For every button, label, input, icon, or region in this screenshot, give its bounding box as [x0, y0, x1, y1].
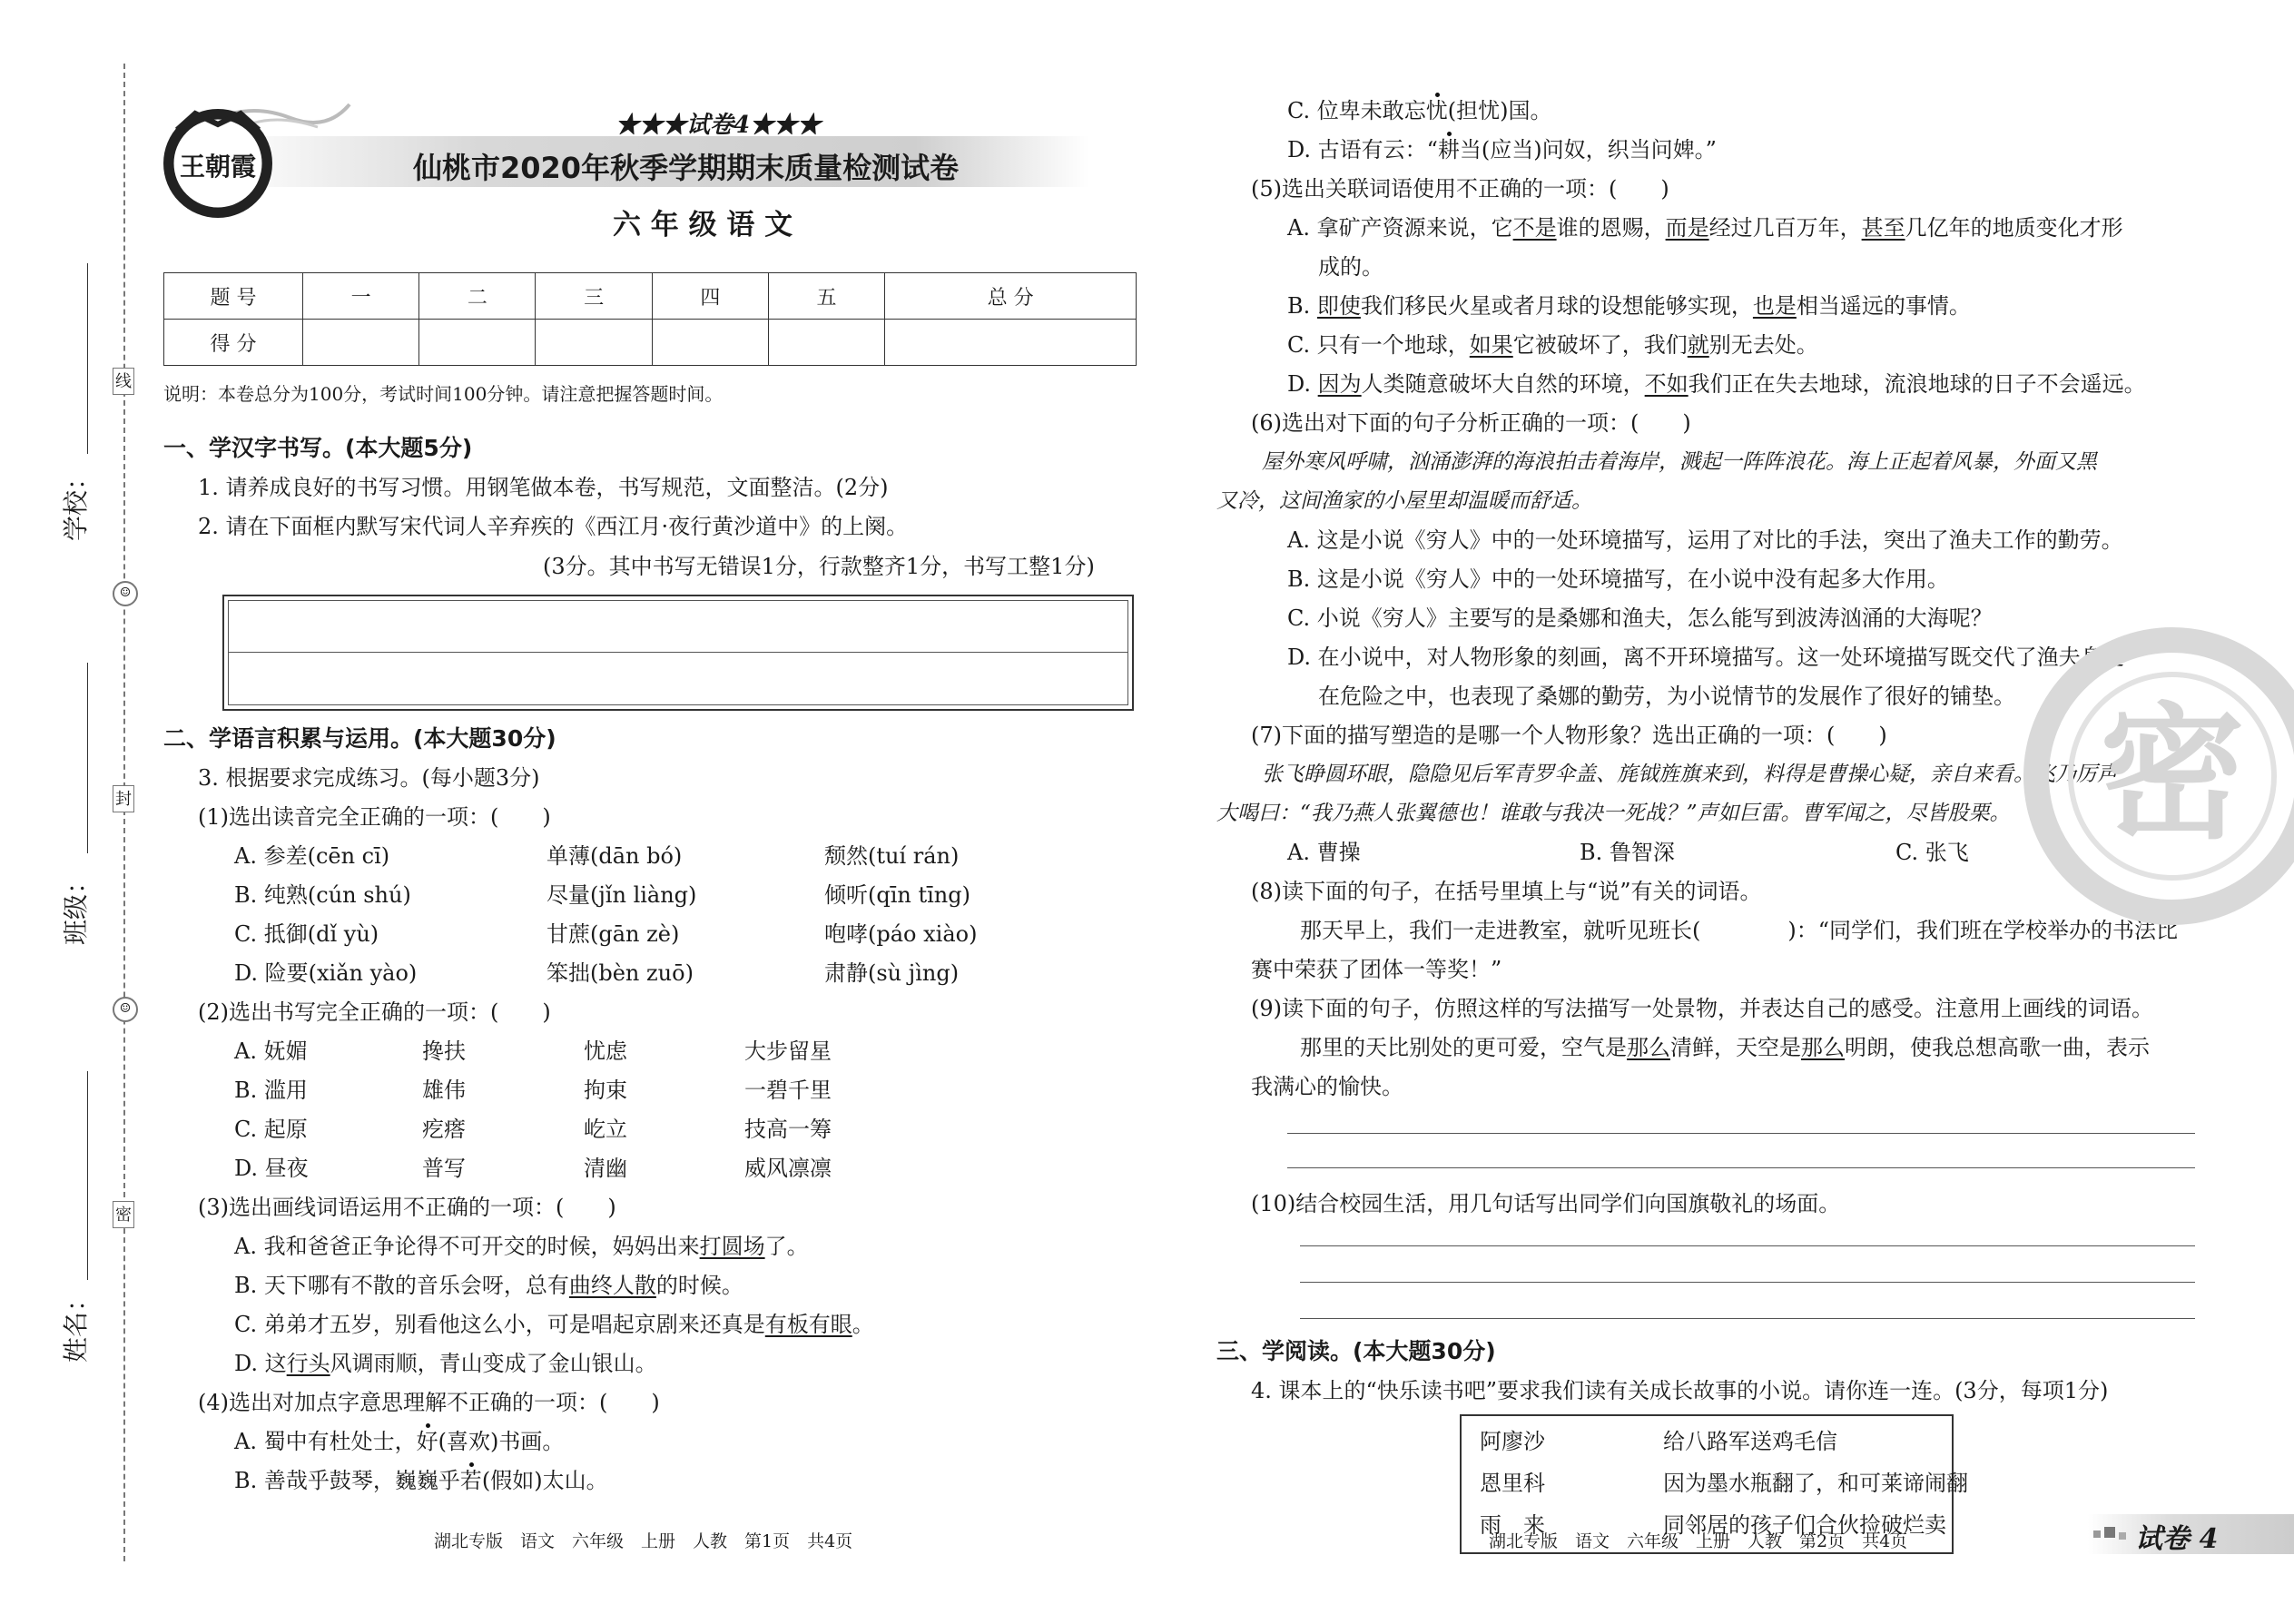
question-3-8: (8)读下面的句子，在括号里填上与“说”有关的词语。 [1251, 879, 1762, 904]
page-title: 仙桃市2020年秋季学期期末质量检测试卷 [413, 151, 960, 185]
corner-label: 试卷 4 [2135, 1523, 2219, 1555]
option: 雄伟 [422, 1078, 466, 1103]
question-3: 3. 根据要求完成练习。(每小题3分) [198, 765, 540, 791]
option: B. 即使我们移民火星或者月球的设想能够实现，也是相当遥远的事情。 [1287, 293, 1971, 319]
corner-squares-icon [2093, 1525, 2130, 1543]
match-left-item[interactable]: 阿廖沙 [1480, 1429, 1545, 1454]
option: 单薄(dān bó) [546, 843, 683, 869]
option: B. 纯熟(cún shú) [234, 882, 411, 908]
table-cell: 二 [419, 273, 536, 320]
school-label: 学校： [61, 464, 92, 542]
option: D. 古语有云：“耕当(应当)问奴，织当问婢。” [1287, 137, 1717, 162]
section-3-title: 三、学阅读。(本大题30分) [1216, 1338, 1496, 1364]
binding-mark-xian: 线 [113, 368, 134, 395]
score-table [163, 272, 1137, 366]
writing-box[interactable] [222, 595, 1134, 711]
instructions: 说明：本卷总分为100分，考试时间100分钟。请注意把握答题时间。 [163, 383, 724, 405]
option: D. 昼夜 [234, 1156, 309, 1181]
option: 倾听(qīn tīng) [824, 882, 970, 908]
score-input-cell[interactable] [885, 320, 1137, 366]
option: 甘蔗(gān zè) [546, 921, 680, 947]
score-input-cell[interactable] [536, 320, 652, 366]
option: 颓然(tuí rán) [824, 843, 960, 869]
option: 咆哮(páo xiào) [824, 921, 978, 947]
name-field[interactable] [51, 1071, 92, 1363]
score-input-cell[interactable] [303, 320, 419, 366]
question-3-4: (4)选出对加点字意思理解不正确的一项：( ) [198, 1390, 660, 1415]
option: 忧虑 [584, 1038, 627, 1064]
option: B. 天下哪有不散的音乐会呀，总有曲终人散的时候。 [234, 1273, 743, 1298]
option: B. 这是小说《穷人》中的一处环境描写，在小说中没有起多大作用。 [1287, 566, 1949, 592]
option: A. 蜀中有杜处士，好(喜欢)书画。 [234, 1429, 565, 1454]
footer-right: 湖北专版 语文 六年级 上册 人教 第2页 共4页 [1489, 1531, 1908, 1551]
option: 搀扶 [422, 1038, 466, 1064]
option: A. 参差(cēn cī) [234, 843, 390, 869]
name-label: 姓名： [61, 1285, 92, 1363]
binding-dashed-line [123, 64, 125, 1561]
passage-line: 屋外寒风呼啸，汹涌澎湃的海浪拍击着海岸，溅起一阵阵浪花。海上正起着风暴，外面又黑 [1262, 450, 2097, 474]
passage-line: 张飞睁圆环眼，隐隐见后军青罗伞盖、旄钺旌旗来到，料得是曹操心疑，亲自来看。飞乃厉声 [1262, 763, 2118, 786]
passage-line: 那天早上，我们一走进教室，就听见班长( )：“同学们，我们班在学校举办的书法比 [1300, 918, 2178, 943]
match-right-item[interactable]: 因为墨水瓶翻了，和可莱谛闹翻 [1663, 1471, 1968, 1496]
binding-margin [0, 0, 145, 1624]
answer-line[interactable] [1287, 1167, 2195, 1168]
answer-line[interactable] [1287, 1133, 2195, 1134]
option: C. 抵御(dǐ yù) [234, 921, 379, 947]
option: D. 在小说中，对人物形象的刻画，离不开环境描写。这一处环境描写既交代了渔夫身处 [1287, 645, 2124, 670]
table-cell: 三 [536, 273, 652, 320]
answer-line[interactable] [1300, 1318, 2195, 1319]
class-label: 班级： [61, 868, 92, 946]
option: 清幽 [584, 1156, 627, 1181]
option: C. 位卑未敢忘忧(担忧)国。 [1287, 98, 1552, 123]
option: D. 险要(xiǎn yào) [234, 960, 418, 986]
passage-line: 我满心的愉快。 [1251, 1074, 1403, 1099]
option: D. 因为人类随意破坏大自然的环境，不如我们正在失去地球，流浪地球的日子不会遥远。 [1287, 371, 2146, 397]
option: C. 张飞 [1895, 840, 1969, 865]
binding-ornament-2: ☺ [113, 997, 138, 1022]
option: 拘束 [584, 1078, 627, 1103]
option: D. 这行头风调雨顺，青山变成了金山银山。 [234, 1351, 657, 1376]
binding-mark-mi: 密 [113, 1201, 134, 1228]
score-table-score-row [164, 320, 1137, 366]
option: B. 善哉乎鼓琴，巍巍乎若(假如)太山。 [234, 1468, 608, 1493]
question-2-score: (3分。其中书写无错误1分，行款整齐1分，书写工整1分) [543, 554, 1095, 579]
question-3-5: (5)选出关联词语使用不正确的一项：( ) [1251, 176, 1669, 202]
option: B. 鲁智深 [1580, 840, 1675, 865]
option: 大步留星 [744, 1038, 832, 1064]
option-continued: 成的。 [1318, 254, 1383, 280]
option: A. 曹操 [1287, 840, 1361, 865]
question-3-10: (10)结合校园生活，用几句话写出同学们向国旗敬礼的场面。 [1251, 1191, 1841, 1216]
page-subtitle: 六 年 级 语 文 [613, 209, 793, 241]
option: 技高一筹 [744, 1117, 832, 1142]
question-3-3: (3)选出画线词语运用不正确的一项：( ) [198, 1195, 616, 1220]
option: 疙瘩 [422, 1117, 466, 1142]
table-cell: 四 [652, 273, 768, 320]
option: C. 起原 [234, 1117, 308, 1142]
section-2-title: 二、学语言积累与运用。(本大题30分) [163, 725, 556, 752]
passage-line: 赛中荣获了团体一等奖！” [1251, 957, 1502, 982]
passage-line: 大喝曰：“我乃燕人张翼德也！谁敢与我决一死战？”声如巨雷。曹军闻之，尽皆股栗。 [1216, 802, 2011, 825]
option: C. 小说《穷人》主要写的是桑娜和渔夫，怎么能写到波涛汹涌的大海呢？ [1287, 605, 1993, 631]
answer-line[interactable] [1300, 1282, 2195, 1283]
match-right-item[interactable]: 同邻居的孩子们合伙捡破烂卖 [1663, 1512, 1946, 1538]
passage-line: 又冷，这间渔家的小屋里却温暖而舒适。 [1216, 489, 1592, 513]
series-label: ★★★试卷4★★★ [615, 112, 822, 139]
score-table-header-row [164, 273, 1137, 320]
question-3-7: (7)下面的描写塑造的是哪一个人物形象？选出正确的一项：( ) [1251, 723, 1887, 748]
table-cell: 总 分 [885, 273, 1137, 320]
binding-mark-feng: 封 [113, 785, 134, 812]
option: A. 这是小说《穷人》中的一处环境描写，运用了对比的手法，突出了渔夫工作的勤劳。 [1287, 527, 2123, 553]
question-4: 4. 课本上的“快乐读书吧”要求我们读有关成长故事的小说。请你连一连。(3分，每项1分) [1251, 1378, 2109, 1403]
secret-stamp-icon [2023, 626, 2294, 926]
match-left-item[interactable]: 雨 来 [1480, 1512, 1545, 1538]
logo-text: 王朝霞 [179, 152, 256, 182]
question-3-2: (2)选出书写完全正确的一项：( ) [198, 999, 551, 1025]
logo-badge [159, 104, 277, 222]
question-1: 1. 请养成良好的书写习惯。用钢笔做本卷，书写规范，文面整洁。(2分) [198, 475, 889, 500]
option: 尽量(jǐn liàng) [546, 882, 697, 908]
section-1-title: 一、学汉字书写。(本大题5分) [163, 435, 473, 461]
option: 普写 [422, 1156, 466, 1181]
match-right-item[interactable]: 给八路军送鸡毛信 [1663, 1429, 1837, 1454]
score-input-cell[interactable] [652, 320, 768, 366]
class-field[interactable] [51, 663, 92, 953]
stamp-char: 密 [2099, 688, 2245, 859]
option-continued: 在危险之中，也表现了桑娜的勤劳，为小说情节的发展作了很好的铺垫。 [1318, 684, 2015, 709]
passage-line: 那里的天比别处的更可爱，空气是那么清鲜，天空是那么明朗，使我总想高歌一曲，表示 [1300, 1035, 2150, 1060]
answer-line[interactable] [1300, 1245, 2195, 1246]
table-cell: 题 号 [164, 273, 303, 320]
option: 笨拙(bèn zuō) [546, 960, 694, 986]
option: 屹立 [584, 1117, 627, 1142]
question-3-6: (6)选出对下面的句子分析正确的一项：( ) [1251, 410, 1691, 436]
binding-ornament-1: ☺ [113, 581, 138, 606]
question-2: 2. 请在下面框内默写宋代词人辛弃疾的《西江月·夜行黄沙道中》的上阕。 [198, 514, 909, 539]
option: C. 弟弟才五岁，别看他这么小，可是唱起京剧来还真是有板有眼。 [234, 1312, 874, 1337]
score-input-cell[interactable] [768, 320, 884, 366]
option: C. 只有一个地球，如果它被破坏了，我们就别无去处。 [1287, 332, 1818, 358]
table-cell: 得 分 [164, 320, 303, 366]
match-left-item[interactable]: 恩里科 [1480, 1471, 1545, 1496]
option: 肃静(sù jìng) [824, 960, 960, 986]
score-input-cell[interactable] [419, 320, 536, 366]
option: A. 我和爸爸正争论得不可开交的时候，妈妈出来打圆场了。 [234, 1234, 809, 1259]
option: 威风凛凛 [744, 1156, 832, 1181]
option: A. 妩媚 [234, 1038, 308, 1064]
question-3-1: (1)选出读音完全正确的一项：( ) [198, 804, 551, 830]
option: A. 拿矿产资源来说，它不是谁的恩赐，而是经过几百万年，甚至几亿年的地质变化才形 [1287, 215, 2123, 241]
option: B. 滥用 [234, 1078, 308, 1103]
table-cell: 五 [768, 273, 884, 320]
question-3-9: (9)读下面的句子，仿照这样的写法描写一处景物，并表达自己的感受。注意用上画线的词语。 [1251, 996, 2153, 1021]
option: 一碧千里 [744, 1078, 832, 1103]
footer-left: 湖北专版 语文 六年级 上册 人教 第1页 共4页 [434, 1531, 853, 1551]
table-cell: 一 [303, 273, 419, 320]
school-field[interactable] [51, 263, 92, 542]
